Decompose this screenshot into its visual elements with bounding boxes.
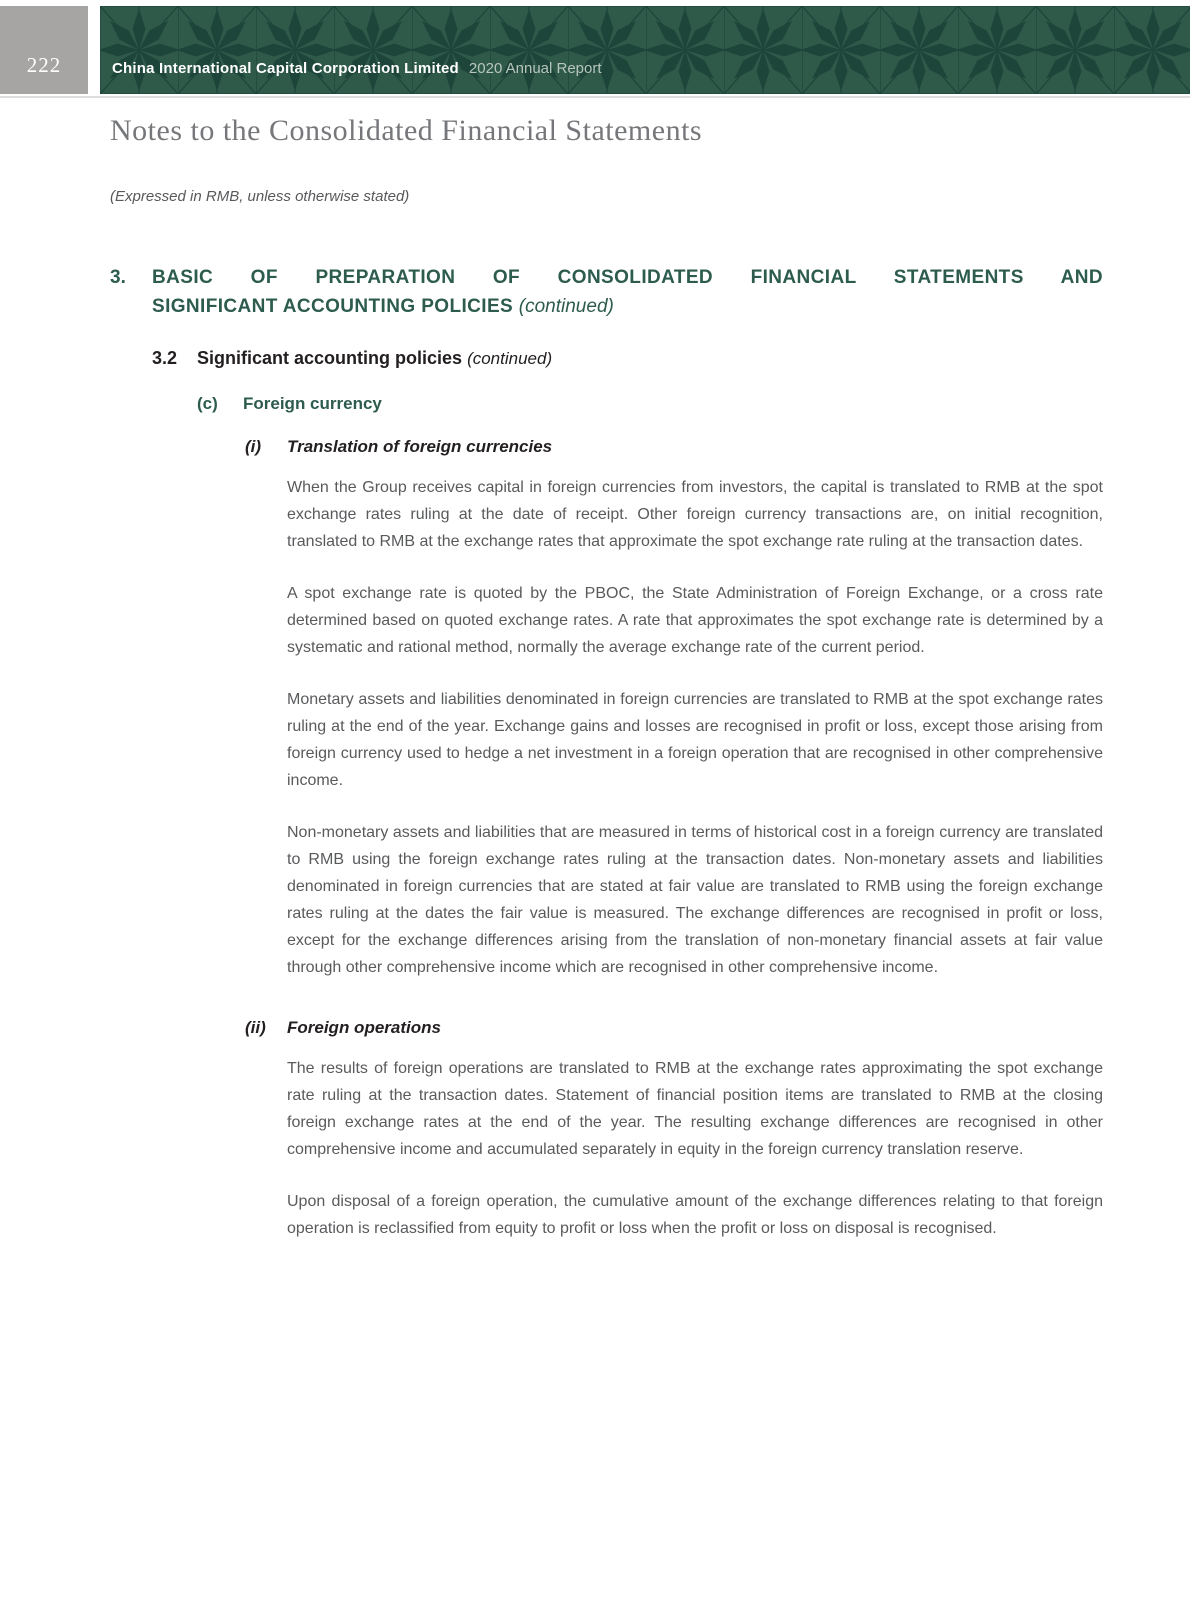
company-name: China International Capital Corporation Limited [112,60,459,77]
header-separator [0,96,1190,98]
item-i-translation [243,437,1103,981]
item-ii-label: (ii) [245,1018,266,1037]
paragraph: Non-monetary assets and liabilities that are measured in terms of historical cost in a foreign currency are translated to RMB using the foreign exchange rates ruling at the transaction dates. Non-monetary assets and liabilities denominated in foreign currencies that are stated at fair value are translated to RMB using the foreign exchange rates ruling at the dates the fair value is measured. The exchange differences are recognised in profit or loss, except for the exchange differences arising from the translation of non-monetary financial assets at fair value through other comprehensive income which are recognised in other comprehensive income. [287,824,1103,976]
paragraph: The results of foreign operations are translated to RMB at the exchange rates approximating the spot exchange rate ruling at the transaction dates. Statement of financial position items are translated to RMB at the closing foreign exchange rates at the end of the year. The resulting exchange differences are recognised in other comprehensive income and accumulated separately in equity in the foreign currency translation reserve. [287,1060,1103,1158]
section-title-line1: BASIC OF PREPARATION OF CONSOLIDATED FINANCIAL STATEMENTS AND [152,267,1103,288]
paragraph: Upon disposal of a foreign operation, the cumulative amount of the exchange differences relating to that foreign operation is reclassified from equity to profit or loss when the profit or loss on disposal is recognised. [287,1193,1103,1237]
header-banner [100,6,1190,94]
paragraph: A spot exchange rate is quoted by the PBOC, the State Administration of Foreign Exchange, or a cross rate determined based on quoted exchange rates. A rate that approximates the spot exchange rate is determined by a systematic and rational method, normally the average exchange rate of the current period. [287,585,1103,656]
subsection-title: Significant accounting policies (continued) [197,348,553,368]
page-content [0,114,1190,1242]
section-title-line2: SIGNIFICANT ACCOUNTING POLICIES (continued) [152,296,614,317]
item-ii-title: Foreign operations [287,1018,441,1037]
item-ii-foreign-operations [243,1018,1103,1242]
subsection-number: 3.2 [152,348,178,368]
header-text [112,60,602,77]
report-page [0,6,1190,1621]
item-i-title: Translation of foreign currencies [287,437,553,456]
page-title: Notes to the Consolidated Financial Statements [110,114,703,147]
item-i-label: (i) [245,437,262,456]
asanoha-pattern-graphic [100,6,1190,94]
item-c-title: Foreign currency [243,394,382,413]
subsection-continued: (continued) [467,349,553,368]
section-title [152,263,1103,321]
report-title: 2020 Annual Report [468,60,602,77]
paragraph: When the Group receives capital in foreign currencies from investors, the capital is translated to RMB at the spot exchange rates ruling at the date of receipt. Other foreign currency transactions are, on initial recognition, translated to RMB at the exchange rates that approximate the spot exchange rate ruling at the transaction dates. [287,479,1103,550]
section-number: 3. [110,267,126,288]
page-header [0,6,1190,94]
currency-note: (Expressed in RMB, unless otherwise stated) [110,188,410,205]
subsection-3-2 [152,348,1103,1242]
page-number-box [0,6,88,94]
page-number: 222 [26,53,62,77]
item-c-foreign-currency [197,394,1103,1242]
item-c-label: (c) [197,394,218,413]
section-3 [110,263,1103,1242]
paragraph: Monetary assets and liabilities denominated in foreign currencies are translated to RMB at the spot exchange rates ruling at the end of the year. Exchange gains and losses are recognised in profit or loss, except those arising from foreign currency used to hedge a net investment in a foreign operation that are recognised in other comprehensive income. [287,691,1103,789]
section-continued: (continued) [518,296,614,317]
